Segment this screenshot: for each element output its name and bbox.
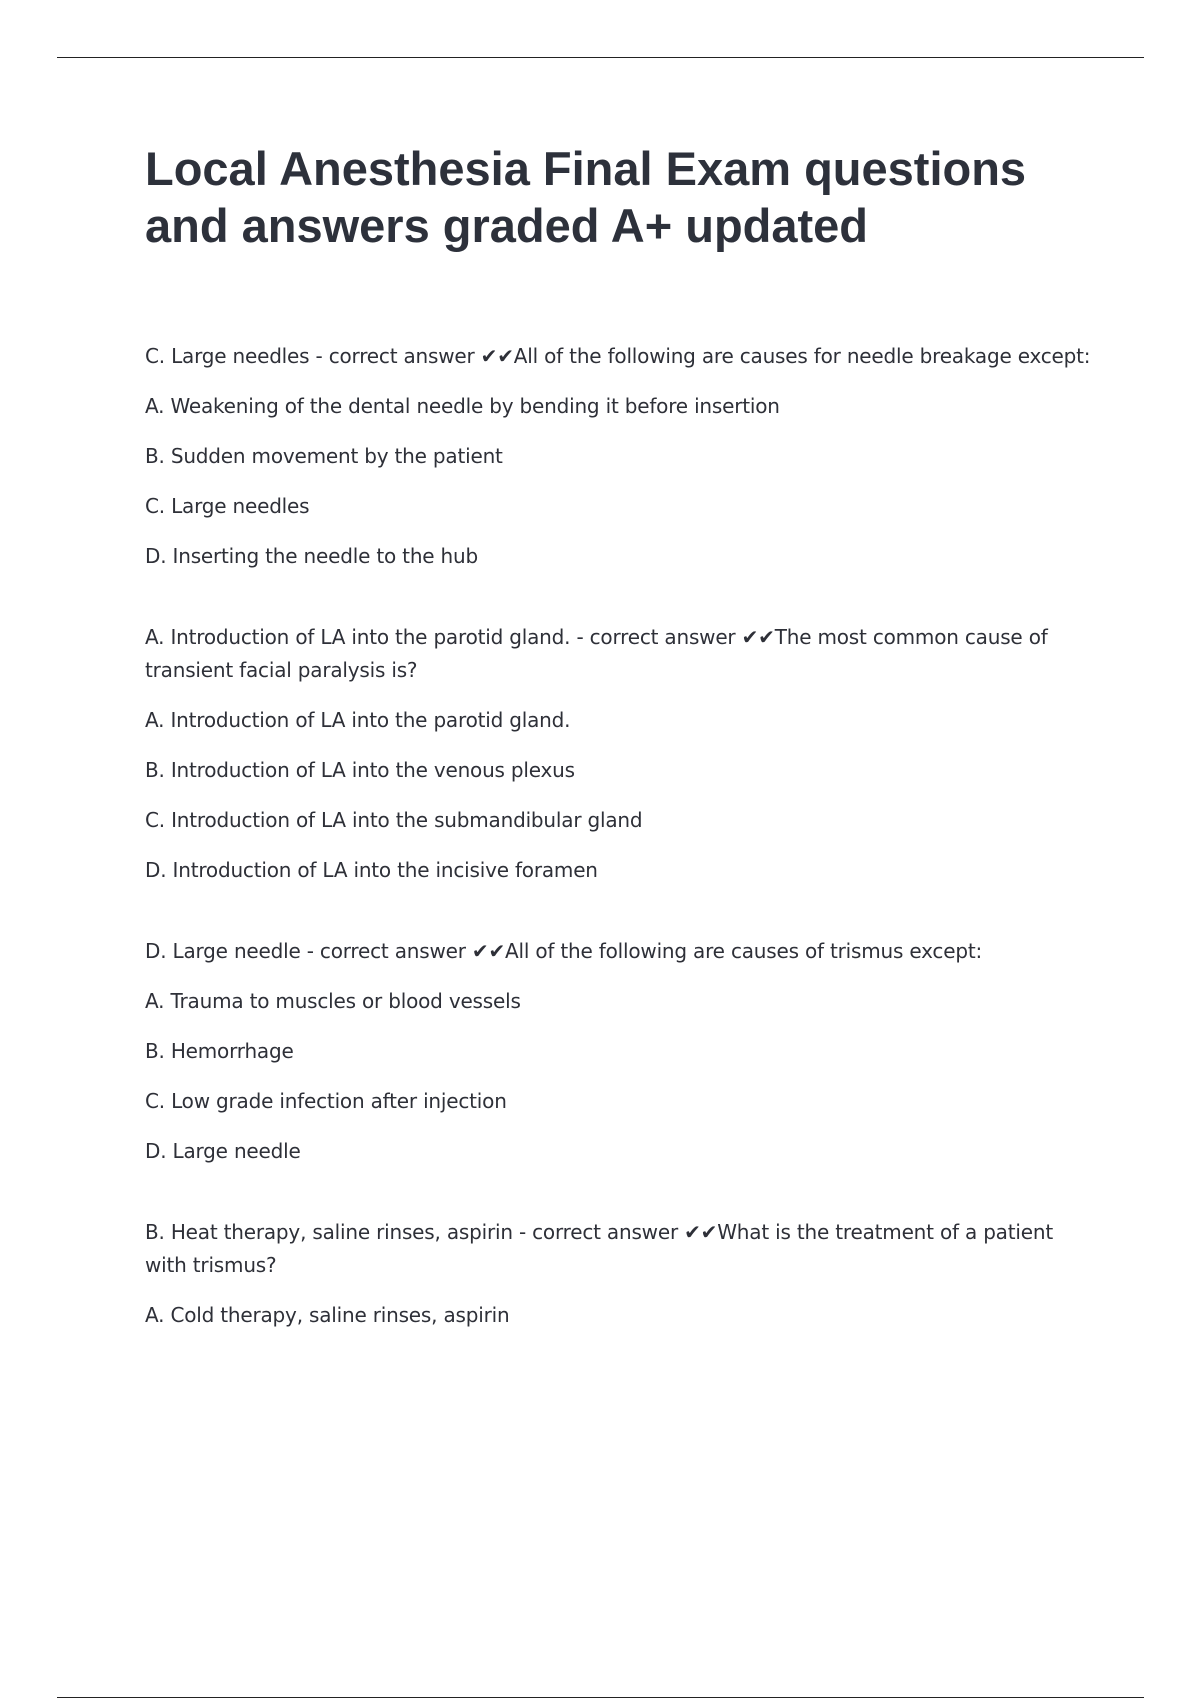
answer-option: D. Inserting the needle to the hub bbox=[145, 544, 479, 568]
question-prompt: A. Introduction of LA into the parotid gland. - correct answer ✔✔The most common cause of transient facial paralysis is? bbox=[145, 625, 1048, 682]
answer-option: B. Sudden movement by the patient bbox=[145, 444, 503, 468]
top-divider bbox=[57, 57, 1144, 58]
question-prompt: C. Large needles - correct answer ✔✔All of the following are causes for needle breakage except: bbox=[145, 344, 1091, 368]
question-block-4 bbox=[145, 1216, 1095, 1332]
answer-option: A. Trauma to muscles or blood vessels bbox=[145, 989, 521, 1013]
question-block-3 bbox=[145, 935, 1095, 1168]
question-prompt: B. Heat therapy, saline rinses, aspirin - correct answer ✔✔What is the treatment of a patient with trismus? bbox=[145, 1220, 1053, 1277]
answer-option: B. Hemorrhage bbox=[145, 1039, 294, 1063]
document-title: Local Anesthesia Final Exam questions and answers graded A+ updated bbox=[145, 142, 1027, 252]
answer-option: A. Introduction of LA into the parotid gland. bbox=[145, 708, 571, 732]
answer-option: D. Introduction of LA into the incisive foramen bbox=[145, 858, 598, 882]
answer-option: C. Introduction of LA into the submandibular gland bbox=[145, 808, 643, 832]
question-prompt: D. Large needle - correct answer ✔✔All of the following are causes of trismus except: bbox=[145, 939, 983, 963]
document-body bbox=[145, 140, 1095, 1380]
answer-option: C. Large needles bbox=[145, 494, 310, 518]
answer-option: C. Low grade infection after injection bbox=[145, 1089, 507, 1113]
answer-option: A. Cold therapy, saline rinses, aspirin bbox=[145, 1303, 510, 1327]
answer-option: B. Introduction of LA into the venous plexus bbox=[145, 758, 575, 782]
bottom-divider bbox=[57, 1697, 1144, 1698]
answer-option: D. Large needle bbox=[145, 1139, 301, 1163]
question-block-2 bbox=[145, 621, 1095, 887]
question-block-1 bbox=[145, 340, 1095, 573]
answer-option: A. Weakening of the dental needle by bending it before insertion bbox=[145, 394, 780, 418]
